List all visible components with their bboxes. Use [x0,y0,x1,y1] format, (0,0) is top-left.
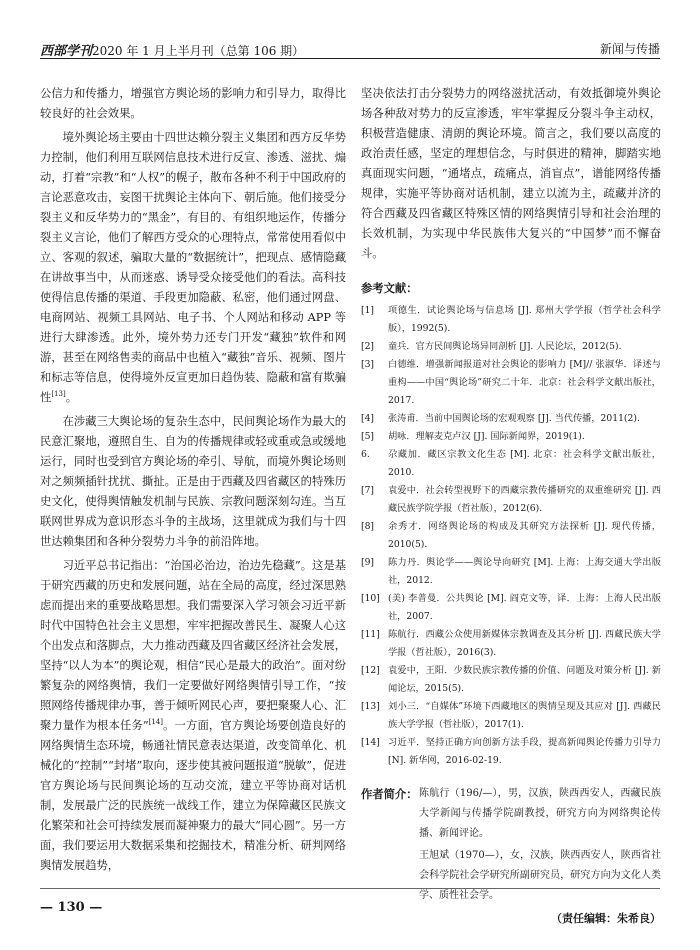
reference-item [361,356,661,410]
reference-number: [12] [361,665,380,676]
citation-marker: [13] [51,390,66,399]
reference-text: 余秀才．网络舆论场的构成及其研究方法探析 [J]. 现代传播，2010(5). [388,521,661,550]
footer-rule [40,888,660,889]
reference-number: 6. [361,449,370,460]
author-entry: 陈航行（196/—），男，汉族，陕西西安人，西藏民族大学新闻与传播学院副教授，研究方向为网络舆论传播、新闻评论。 [419,788,661,839]
reference-text: 刘小三．“自媒体”环境下西藏地区的舆情呈现及其应对 [J]. 西藏民族大学学报（哲社版），2017(1). [388,701,661,730]
reference-item [361,590,661,626]
header-rule [40,58,660,59]
paragraph-text: 境外舆论场主要由十四世达赖分裂主义集团和西方反华势力控制，他们利用互联网信息技术进行反宣、渗透、滋扰、煽动，打着“宗教”和“人权”的幌子，散布各种不利于中国政府的言论恶意攻击，妄图干扰舆论主体向下、朝后施。他们接受分裂主义和反华势力的“黑金”，有目的、有组织地运作，传播分裂主义言论，他们了解西方受众的心理特点，常常使用看似中立、客观的叙述，骗取大量的“数据统计”，把现点、感情隐藏在讲故事当中，从而迷惑、诱导受众接受他们的看法。高科技使得信息传播的渠道、手段更加隐蔽、私密，他们通过网盘、电商网站、视频工具网站、电子书、个人网站和移动 APP 等进行大肆渗透。此外，境外势力还专门开发“藏独”软件和网游，甚至在网络售卖的商品中也植入“藏独”音乐、视频、图片和标志等信息，使得境外反宣更加日趋伪装、隐蔽和富有欺骗性 [40,131,346,404]
responsible-editor: （责任编辑：朱希良） [551,912,661,925]
paragraph-text: 一方面，官方舆论场要创造良好的网络舆情生态环境，畅通社情民意表达渠道，改变简单化、机械化的“控制”“封堵”取向，逐步使其被问题报道“脱敏”，促进官方舆论场与民间舆论场的互动交流，建立平等协商对话机制，发展最广泛的民族统一战线工作，建立为保障藏区民族文化繁荣和社会可持续发展而凝神聚力的最大“同心圆”。另一方面，我们要运用大数据采集和挖掘技术，精准分析、研判网络舆情发展趋势， [40,719,346,872]
reference-number: [2] [361,341,375,352]
reference-text: 张涛甫．当前中国舆论场的宏观观察 [J]. 当代传播，2011(2). [388,413,640,424]
reference-text: 习近平．坚持正确方向创新方法手段，提高新闻舆论传播力引导力 [N]. 新华网，2016-02-19. [388,737,661,766]
reference-item [361,698,661,734]
reference-list [361,302,661,770]
body-paragraph: 在涉藏三大舆论场的复杂生态中，民间舆论场作为最大的民意汇聚地，遵照自生、自为的传播规律或轻或重或急或缓地运行，同时也受到官方舆论场的牵引、导航，而境外舆论场则对之频频插针扰扰、撕扯。正是由于西藏及四省藏区的特殊历史文化，使得舆情触发机制与民族、宗教问题深刻勾连。当互联网世界成为意识形态斗争的主战场，这里就成为我们与十四世达赖集团和各种分裂势力斗争的前沿阵地。 [40,415,346,548]
reference-text: 胡咏．理解麦克卢汉 [J]. 国际新闻界，2019(1). [388,431,585,442]
reference-item [361,482,661,518]
reference-text: (美) 李普曼．公共舆论 [M]. 阎克文等，译．上海：上海人民出版社，2007. [388,593,661,622]
reference-item [361,410,661,428]
reference-number: [4] [361,413,375,424]
reference-number: [1] [361,305,375,316]
body-paragraph: 坚决依法打击分裂势力的网络滋扰活动，有效抵御境外舆论场各种敌对势力的反宣渗透，牢牢掌握反分裂斗争主动权，积极营造健康、清朗的舆论环境。简言之，我们要以高度的政治责任感，坚定的理想信念，与时俱进的精神，脚踏实地真面现实问题，“通堵点，疏痛点，消盲点”，谱能网络传播规律，实施平等协商对话机制，建立以流为主，疏藏并济的符合西藏及四省藏区特殊区情的网络舆情引导和社会治理的长效机制，为实现中华民族伟大复兴的“中国梦”而不懈奋斗。 [361,87,661,260]
reference-item [361,626,661,662]
journal-info [40,40,304,59]
page-header [40,38,660,62]
reference-item [361,338,661,356]
paragraph-text: 习近平总书记指出：“治国必治边，治边先稳藏”。这是基于研究西藏的历史和发展问题，站在全局的高度，经过深思熟虑而提出来的重要战略思想。我们需要深入学习领会习近平新时代中国特色社会主义思想，牢牢把握改善民生、凝聚人心这个出发点和落脚点，大力推动西藏及四省藏区经济社会发展，坚持“以人为本”的舆论观，相信“民心是最大的政治”。面对纷繁复杂的网络舆情，我们一定要做好网络舆情引导工作，“按照网络传播规律办事，善于倾听网民心声，要把聚聚人心、汇聚力量作为根本任务” [40,559,346,732]
page-number: — 130 — [40,900,103,915]
body-paragraph: 境外舆论场主要由十四世达赖分裂主义集团和西方反华势力控制，他们利用互联网信息技术进行反宣、渗透、滋扰、煽动，打着“宗教”和“人权”的幌子，散布各种不利于中国政府的言论恶意攻击，妄图干扰舆论主体向下、朝后施。他们接受分裂主义和反华势力的“黑金”，有目的、有组织地运作，传播分裂主义言论，他们了解西方受众的心理特点，常常使用看似中立、客观的叙述，骗取大量的“数据统计”，把现点、感情隐藏在讲故事当中，从而迷惑、诱导受众接受他们的看法。高科技使得信息传播的渠道、手段更加隐蔽、私密，他们通过网盘、电商网站、视频工具网站、电子书、个人网站和移动 APP 等进行大肆渗透。此外，境外势力还专门开发“藏独”软件和网游，甚至在网络售卖的商品中也植入“藏独”音乐、视频、图片和标志等信息，使得境外反宣更加日趋伪装、隐蔽和富有欺骗性[13]。 [40,131,346,404]
reference-number: [11] [361,629,380,640]
page-footer [40,888,660,928]
reference-number: [8] [361,521,375,532]
reference-number: [14] [361,737,380,748]
reference-text: 袁爱中．社会转型视野下的西藏宗教传播研究的双重维研究 [J]. 西藏民族学院学报（哲社版），2012(6). [388,485,661,514]
body-paragraph: 公信力和传播力，增强官方舆论场的影响力和引导力，取得比较良好的社会效果。 [40,87,346,120]
reference-item [361,446,661,482]
references-heading: 参考文献： [361,281,418,295]
author-bio-label: 作者简介： [361,787,418,801]
reference-item [361,734,661,770]
reference-number: [3] [361,359,375,370]
reference-text: 陈力丹．舆论学——舆论导向研究 [M]. 上海：上海交通大学出版社，2012. [388,557,661,586]
reference-item [361,518,661,554]
body-paragraph: 习近平总书记指出：“治国必治边，治边先稳藏”。这是基于研究西藏的历史和发展问题，站在全局的高度，经过深思熟虑而提出来的重要战略思想。我们需要深入学习领会习近平新时代中国特色社会主义思想，牢牢把握改善民生、凝聚人心这个出发点和落脚点，大力推动西藏及四省藏区经济社会发展，坚持“以人为本”的舆论观，相信“民心是最大的政治”。面对纷繁复杂的网络舆情，我们一定要做好网络舆情引导工作，“按照网络传播规律办事，善于倾听网民心声，要把聚聚人心、汇聚力量作为根本任务”[14]。一方面，官方舆论场要创造良好的网络舆情生态环境，畅通社情民意表达渠道，改变简单化、机械化的“控制”“封堵”取向，逐步使其被问题报道“脱敏”，促进官方舆论场与民间舆论场的互动交流，建立平等协商对话机制，发展最广泛的民族统一战线工作，建立为保障藏区民族文化繁荣和社会可持续发展而凝神聚力的最大“同心圆”。另一方面，我们要运用大数据采集和挖掘技术，精准分析、研判网络舆情发展趋势， [40,559,346,872]
reference-number: [5] [361,431,375,442]
left-column [40,84,346,880]
section-title: 新闻与传播 [599,42,660,56]
author-entry: 王旭斌（1970—），女，汉族，陕西西安人，陕西省社会科学院社会学研究所副研究员，研究方向为文化人类学、质性社会学。 [419,850,661,901]
right-column [361,84,661,926]
reference-item [361,428,661,446]
reference-text: 白德维．增强新闻报道对社会舆论的影响力 [M]// 张淑华．译述与重构——中国“舆论场”研究二十年．北京：社会科学文献出版社，2017. [388,359,661,406]
reference-item [361,554,661,590]
reference-number: [9] [361,557,375,568]
reference-text: 项德生．试论舆论场与信息场 [J]. 郑州大学学报（哲学社会科学版），1992(5). [388,305,661,334]
journal-issue: 2020 年 1 月上半月刊（总第 106 期） [92,44,305,58]
reference-text: 陈航行．西藏公众使用新媒体宗教调查及其分析 [J]. 西藏民族大学学报（哲社版），2016(3). [388,629,661,658]
reference-number: [10] [361,593,380,604]
reference-item [361,662,661,698]
journal-name: 西部学刊 [40,44,93,59]
reference-number: [13] [361,701,380,712]
reference-text: 童兵．官方民间舆论场异同剖析 [J]. 人民论坛，2012(5). [388,341,622,352]
reference-text: 尕藏加．藏区宗教文化生态 [M]. 北京：社会科学文献出版社，2010. [388,449,661,478]
reference-number: [7] [361,485,375,496]
citation-marker: [14] [148,718,164,727]
reference-text: 袁爱中，王阳．少数民族宗教传播的价值、问题及对策分析 [J]. 新闻论坛，2015(5). [388,665,661,694]
reference-item [361,302,661,338]
